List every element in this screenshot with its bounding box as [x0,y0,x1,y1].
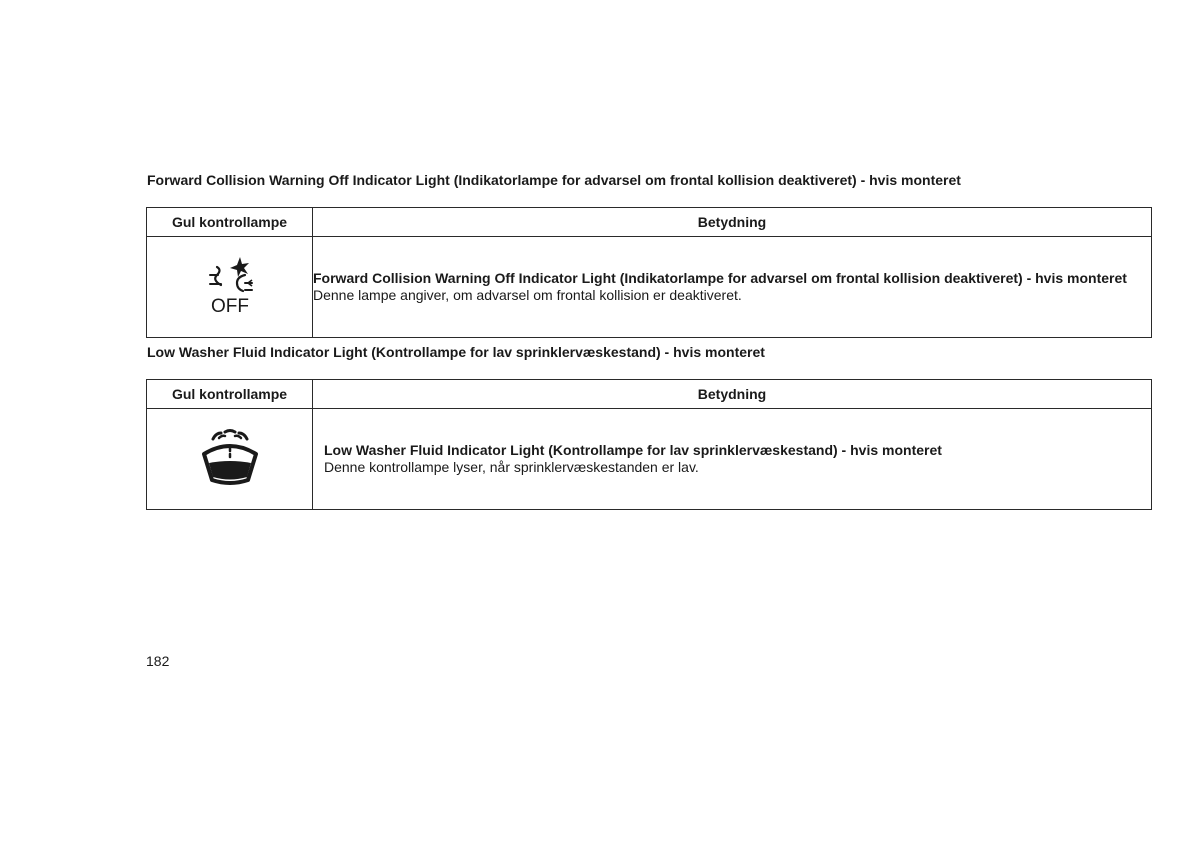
section-title-forward-collision: Forward Collision Warning Off Indicator Light (Indikatorlampe for advarsel om frontal kollision deaktiveret) - hvis monteret [147,172,961,188]
icon-cell [147,409,313,510]
description-title: Forward Collision Warning Off Indicator Light (Indikatorlampe for advarsel om frontal kollision deaktiveret) - hvis monteret [313,270,1127,286]
description-title: Low Washer Fluid Indicator Light (Kontrollampe for lav sprinklervæskestand) - hvis monteret [324,442,942,458]
page-number: 182 [146,653,170,669]
table-header-row [147,380,1152,409]
low-washer-fluid-icon [199,426,261,488]
icon-cell [147,237,313,338]
forward-collision-table [146,207,1152,338]
description-cell [313,409,1152,510]
header-betydning: Betydning [313,208,1152,237]
forward-collision-warning-off-icon [200,253,260,317]
off-label: OFF [210,296,249,317]
description-cell [313,237,1152,338]
section-title-low-washer-fluid: Low Washer Fluid Indicator Light (Kontrollampe for lav sprinklervæskestand) - hvis monteret [147,344,765,360]
header-betydning: Betydning [313,380,1152,409]
table-row [147,409,1152,510]
description-text: Denne lampe angiver, om advarsel om frontal kollision er deaktiveret. [313,287,742,303]
table-row [147,237,1152,338]
table-header-row [147,208,1152,237]
header-gul-kontrollampe: Gul kontrollampe [147,208,313,237]
header-gul-kontrollampe: Gul kontrollampe [147,380,313,409]
low-washer-fluid-table [146,379,1152,510]
description-text: Denne kontrollampe lyser, når sprinklervæskestanden er lav. [324,459,699,475]
